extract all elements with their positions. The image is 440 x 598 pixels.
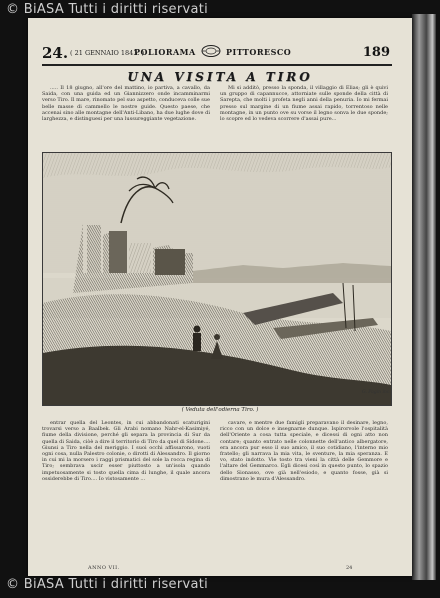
engraving-illustration: [43, 153, 391, 405]
newspaper-page: [28, 18, 412, 576]
engraving-caption: ( Veduta dell'odierna Tiro. ): [181, 407, 259, 413]
engraver-signature: G. Pagin inc.: [362, 390, 391, 395]
engraving-view-of-tyre: [42, 152, 392, 406]
column-top-right: [220, 85, 388, 149]
paragraph: entrar quella del Leontes, in cui abbandonati scaturigini trovarsi verso a Baalbek. Gli Arabi nomano Nahr-el-Kasimiyé, fiume della divisione, perché gli separa la provincia di Sur da quella di Saida, ciòè a dire il territorio di Tiro da quel di Sidone.... Giunsi a Tiro nella del meriggio. I suoi occhi affissarono, vuoti ogni cosa, nulla Palestro colonie, o dirotti di Alessandro. Il giorno in cui mi la morsero i raggi prismatici del sole la rocca regina di Tiro; sembrava uscir esser piuttosto a un'isola quando impetuosamente si tosto quella cima di lunghe, il quale ancora ossiderebbe di Tiro.... Io vistosamente ...: [42, 420, 210, 482]
page-number: 189: [362, 45, 390, 60]
paragraph: ..... Il 18 giugno, all'ore del mattino, io partiva, a cavallo, da Saida, con una guida ed un Giannizzero onde incamminarmi verso Tiro. Il mare, rinomato pel suo aspetto, conduceva colle sue belle masse di cammello le nostre guide. Questo paese, che accenai sino alle montagne dell'Anti-Libano, ha due lughe dove di larghezza, e distinguesi per una lussureggiante vegetazione.: [42, 85, 210, 123]
paragraph: cavare, e mentre due famigli preparavano il desinare, legno, ricco con un dolce e insegnarne dunque. Ispirorvole l'ospitalità dell'Oriente a cosa tutta speciale, e dicessi di ogni atto non contare; quanto entrato nelle colonnette dell'antico albergatore, era ancora pur esso il suo amico, il suo cotidiano, l'interno mio fratello; gli narrava la mia vita, le sventure, la mia speranza. E vo, stato indotto. Vie tosto tra vieni la città delle Gemmore e l'altare del Gemmarco. Egli dicesi così in questo punto, lo spazio dello Sionasso, ove già nell'esiodo, e quanto fosse, già si dimostrano le mura d'Alessandro.: [220, 420, 388, 482]
watermark-bottom: © BiASA Tutti i diritti riservati: [6, 577, 209, 592]
journal-title-left: POLIORAMA: [134, 47, 196, 57]
book-spine-edge: [412, 14, 436, 580]
watermark-top: © BiASA Tutti i diritti riservati: [6, 2, 209, 17]
article-title: UNA VISITA A TIRO: [127, 70, 313, 84]
page-header: [42, 46, 390, 62]
header-rule: [42, 64, 392, 66]
issue-number: 24.: [42, 44, 69, 62]
header-ornament-icon: [200, 44, 222, 58]
paragraph: Mi si additò, presso la sponda, il villaggio di Elias; gli è quivi un gruppo di capannucce, attorniate sulle sponde della città di Sarepta, che molti i profeta negli anni della penuria. Io mi fermai presso sul margine di un fiume assai rapido, torrentoso nelle montagne, in un punto ove su vorse il legno sonva le due sponde; lo scopre ed lo vedeva scorrere d'assai pure...: [220, 85, 388, 123]
issue-date: ( 21 GENNAIO 1843. ): [70, 49, 145, 57]
column-top-left: [42, 85, 210, 149]
journal-title-right: PITTORESCO: [226, 47, 292, 57]
column-bottom-left: [42, 420, 210, 560]
footer-signature-mark: 24: [346, 565, 353, 571]
footer-volume: ANNO VII.: [88, 565, 120, 571]
column-bottom-right: [220, 420, 388, 560]
